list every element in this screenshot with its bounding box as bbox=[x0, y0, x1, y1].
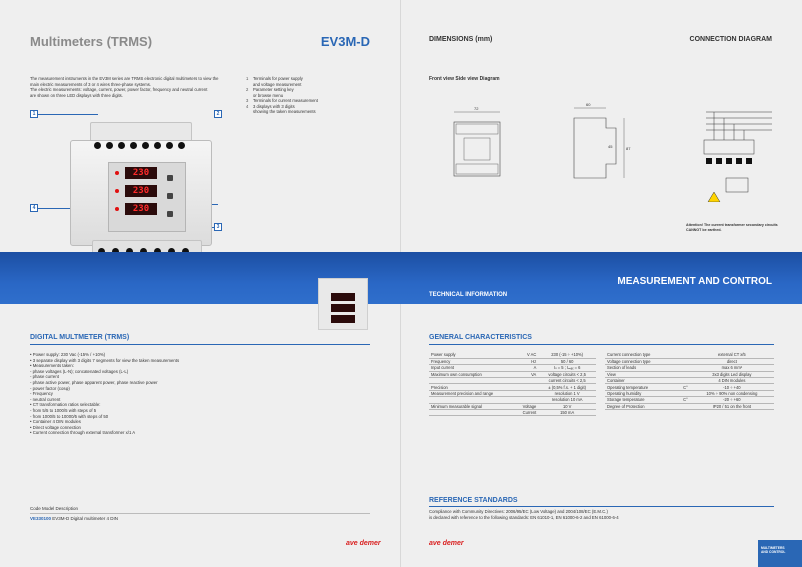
spec-item: • Measurements taken: bbox=[30, 363, 75, 369]
ref-line: Compliance with Community Directives: 2006/95/EC (Low Voltage) and 2004/108/EC (E.M.C.) bbox=[429, 509, 608, 514]
table-row: Container 4 DIN modules bbox=[605, 378, 774, 384]
table-row: Minimum measurable signal Voltage 10 V bbox=[429, 403, 596, 409]
spec-item: - phase active power, phase apparent power, phase reactive power bbox=[30, 379, 158, 385]
gc-table-right bbox=[605, 352, 774, 410]
table-row: Voltage connection type direct bbox=[605, 358, 774, 364]
divider bbox=[429, 506, 774, 507]
multimeter-photo bbox=[70, 122, 212, 262]
callout-3: 3 bbox=[214, 223, 222, 231]
intro-line: main electric measurements of 3 or 4 wires three-phase systems. bbox=[30, 81, 152, 87]
table-row: Current 150 mA bbox=[429, 410, 596, 416]
spec-item: - neutral current bbox=[30, 396, 61, 402]
table-row: Operating temperature C° -10 ÷ +40 bbox=[605, 384, 774, 390]
table-row: Degree of Protection IP20 / 51 on the front bbox=[605, 403, 774, 409]
dimension-drawings bbox=[446, 98, 666, 188]
dim-width: 72 bbox=[474, 106, 479, 111]
table-row: Storage temperature C° -20 ÷ +60 bbox=[605, 397, 774, 403]
spec-item: - from 1000/5 to 10000/5 with steps of 50 bbox=[30, 413, 109, 419]
code-table-header: Code Model Description bbox=[30, 506, 79, 511]
table-row: Measurement precision and range resolution 1 V bbox=[429, 390, 596, 396]
callout-1: 1 bbox=[30, 110, 38, 118]
page-title: Multimeters (TRMS) bbox=[30, 34, 153, 49]
legend-row: 1 Terminals for power supply bbox=[246, 76, 303, 81]
corner-tab: MULTIMETERS AND CONTROL bbox=[758, 540, 802, 567]
table-row: resolution 10 mA bbox=[429, 397, 596, 403]
intro-line: The measurement instruments in the EV3M series are TRMS electronic digital multimeters to view the bbox=[30, 76, 219, 81]
legend-row: showing the taken measurements bbox=[253, 109, 316, 114]
legend-row: 4 3 displays with 3 digits bbox=[246, 103, 295, 109]
table-row: Section of leads max 6 mm² bbox=[605, 365, 774, 371]
spec-item: • Container 4 DIN modules bbox=[30, 419, 81, 425]
spec-item: • Current connection through external transformer x/1 A bbox=[30, 430, 136, 436]
intro-line: are shown on three LED displays with three digits. bbox=[30, 92, 123, 98]
callout-2: 2 bbox=[214, 110, 222, 118]
ref-standards-title: REFERENCE STANDARDS bbox=[429, 497, 518, 504]
product-code: VE330100 bbox=[30, 516, 52, 521]
connection-title: CONNECTION DIAGRAM bbox=[689, 36, 772, 43]
table-row: View 3x3 digits Led display bbox=[605, 371, 774, 377]
browse-key bbox=[167, 193, 173, 199]
display-2: 230 bbox=[125, 185, 157, 197]
legend-row: or browse menu bbox=[253, 92, 284, 98]
brand-logo: ave demer bbox=[346, 540, 381, 547]
table-row: Current connection type external CT x/5 bbox=[605, 352, 774, 358]
legend-row: 2 Parameter setting key bbox=[246, 87, 294, 92]
table-row: Maximum own consumption VA voltage circuits < 2,5 bbox=[429, 371, 596, 377]
warning-icon bbox=[708, 192, 720, 202]
spec-item: • CT transformation ratios selectable: bbox=[30, 402, 101, 408]
dim-height: 87 bbox=[626, 146, 631, 151]
setting-key bbox=[167, 175, 173, 181]
dim-height-2: 45 bbox=[608, 144, 613, 149]
spec-item: - phase voltages (L-N); concatenated voltages (L-L) bbox=[30, 368, 129, 374]
ref-line: is declared with reference to the following standards: EN 61010-1, EN 61000-6-2 and EN 61000-6-4 bbox=[429, 514, 619, 520]
technical-info-heading: TECHNICAL INFORMATION bbox=[429, 292, 508, 298]
spec-item: - power factor (cosφ) bbox=[30, 385, 70, 391]
callout-4: 4 bbox=[30, 204, 38, 212]
spec-item: - Frequency bbox=[30, 391, 53, 397]
legend-row: and voltage measurement bbox=[253, 81, 302, 87]
spec-item: • 3 separate display with 3 digits 7 segments for view the taken measurements bbox=[30, 357, 180, 363]
spec-item: - from 5/5 to 1000/5 with steps of 5 bbox=[30, 407, 97, 413]
product-section-title: DIGITAL MULTMETER (TRMS) bbox=[30, 334, 130, 341]
feature-legend bbox=[246, 76, 376, 115]
brand-logo: ave demer bbox=[429, 540, 464, 547]
intro-line: The electric measurements: voltage, current, power, power factor, frequency and neutral current bbox=[30, 87, 208, 92]
dim-depth: 60 bbox=[586, 102, 591, 107]
display-3: 230 bbox=[125, 203, 157, 215]
product-thumbnail bbox=[318, 278, 368, 330]
table-row: Frequency Hz 50 / 60 bbox=[429, 358, 596, 364]
connection-diagram bbox=[686, 92, 774, 202]
spec-item: • Power supply: 230 Vac (-15% / +10%) bbox=[30, 352, 106, 357]
gc-table-left bbox=[429, 352, 596, 416]
dimensions-title: DIMENSIONS (mm) bbox=[429, 36, 493, 43]
legend-row: 3 Terminals for current measurement bbox=[246, 98, 318, 103]
intro-text bbox=[30, 76, 220, 98]
spec-item: • Direct voltage connection bbox=[30, 424, 81, 430]
table-row: Power supply V AC 230 (-15 ÷ +10%) bbox=[429, 352, 596, 358]
gc-title: GENERAL CHARACTERISTICS bbox=[429, 334, 532, 341]
display-1: 230 bbox=[125, 167, 157, 179]
spec-item: - phase current bbox=[30, 374, 59, 380]
ct-warning: Attention! The current transformer secondary circuits CANNOT be earthed. bbox=[686, 223, 778, 232]
model-code: EV3M-D bbox=[320, 34, 370, 49]
side-view-drawing bbox=[574, 108, 624, 178]
table-row: current circuits < 2,5 bbox=[429, 378, 596, 384]
divider bbox=[30, 344, 370, 345]
table-row: Operating humidity 10% ÷ 90% non condensing bbox=[605, 390, 774, 396]
divider bbox=[429, 344, 774, 345]
table-row: Precision ± (0,5% f.s. + 1 digit) bbox=[429, 384, 596, 390]
spec-list bbox=[30, 352, 230, 436]
front-view-drawing bbox=[454, 112, 500, 176]
table-row: Input current A Iₙ = 5 ; Iₘₐₓ = 6 bbox=[429, 365, 596, 371]
band-title: MEASUREMENT AND CONTROL bbox=[617, 276, 772, 287]
ok-key bbox=[167, 211, 173, 217]
code-row bbox=[30, 516, 118, 521]
views-label: Front view Side view Diagram bbox=[429, 76, 500, 82]
ref-standards-text bbox=[429, 509, 769, 521]
device-face bbox=[108, 162, 186, 232]
product-desc: EV3M-D Digital multimeter 4 DIN bbox=[51, 516, 119, 521]
callout-line bbox=[38, 114, 98, 115]
